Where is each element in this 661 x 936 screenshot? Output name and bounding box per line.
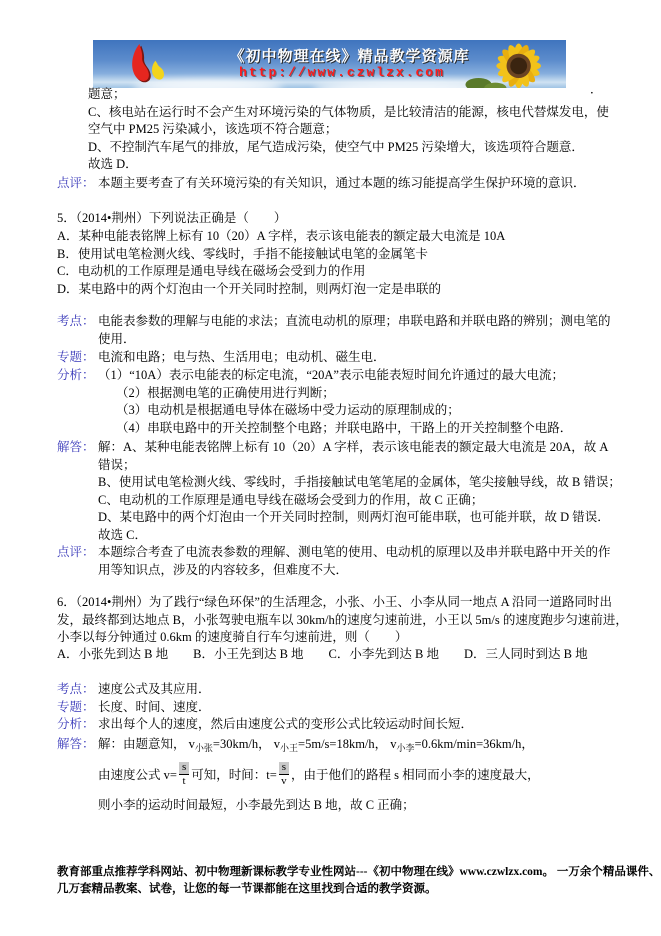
q6-jieda-line2 — [98, 758, 647, 791]
review-label: 点评： — [57, 176, 95, 190]
q4-review-section — [57, 175, 647, 193]
velocity-value: =30km/h， — [212, 737, 271, 751]
q6-stem-line: 6．（2014•荆州）为了践行“绿色环保”的生活理念，小张、小王、小李从同一地点 A 沿同一道路同时出 — [57, 595, 613, 609]
q6-zhuanti-section — [57, 699, 647, 717]
q4-line: D、不控制汽车尾气的排放，尾气造成污染，使空气中 PM25 污染增大，该选项符合题意． — [88, 139, 584, 154]
velocity-value: =5m/s=18km/h， — [298, 737, 388, 751]
zhuanti-label: 专题： — [57, 700, 95, 714]
jieda-label: 解答： — [57, 737, 95, 751]
q5-jieda-line: D、某电路中的两个灯泡由一个开关同时控制，则两灯泡可能串联，也可能并联，故 D 错误． — [98, 510, 610, 524]
q5-jieda-line: B、使用试电笔检测火线、零线时，手指接触试电笔笔尾的金属体，笔尖接触导线，故 B 错误； — [98, 475, 621, 489]
q5-dianping-line: 本题综合考查了电流表参数的理解、测电笔的使用、电动机的原理以及串并联电路中开关的作 — [98, 545, 611, 559]
velocity-symbol: v — [273, 737, 281, 751]
q4-line: 题意； — [88, 87, 126, 101]
fraction-s-over-t — [179, 762, 189, 787]
velocity-subscript: 小王 — [280, 743, 299, 753]
q5-kaodian-section — [57, 313, 647, 348]
jieda-text: 可知，时间：t= — [191, 768, 277, 782]
q6-jieda-line1 — [98, 736, 647, 758]
site-banner — [93, 40, 566, 88]
q5-zhuanti-section — [57, 349, 647, 367]
q5-option-a: A．某种电能表铭牌上标有 10（20）A 字样，表示该电能表的额定最大电流是 10A — [57, 229, 506, 243]
q4-line: 空气中 PM25 污染减小，该选项不符合题意； — [88, 122, 338, 136]
q6-jieda-line3: 则小李的运动时间最短，小李最先到达 B 地，故 C 正确； — [98, 797, 415, 812]
q6-options-line: A．小张先到达 B 地 B．小王先到达 B 地 C．小李先到达 B 地 D．三人同时到达 B 地 — [57, 647, 588, 661]
site-logo-flame-icon — [121, 41, 171, 88]
banner-title: 《初中物理在线》精品教学资源库 — [229, 49, 470, 65]
kaodian-label: 考点： — [57, 682, 95, 696]
zhuanti-label: 专题： — [57, 350, 95, 364]
stray-period-mark: ． — [590, 82, 603, 96]
q5-dianping-line: 用等知识点，涉及的内容较多，但难度不大． — [98, 562, 349, 577]
q5-fenxi-section — [57, 367, 647, 437]
fraction-numerator: s — [179, 762, 189, 775]
fraction-denominator: t — [182, 774, 186, 787]
banner-url: http://www.czwlzx.com — [239, 65, 445, 80]
q5-option-b: B．使用试电笔检测火线、零线时，手指不能接触试电笔的金属笔卡 — [57, 246, 428, 261]
q5-dianping-section — [57, 544, 647, 579]
q5-fenxi-line: （3）电动机是根据通电导体在磁场中受力运动的原理制成的； — [116, 403, 460, 417]
fenxi-label: 分析： — [57, 717, 95, 731]
q5-zhuanti-text: 电流和电路；电与热、生活用电；电动机、磁生电． — [98, 350, 386, 364]
q5-stem: 5．（2014•荆州）下列说法正确是（ ） — [57, 211, 287, 225]
jieda-text: ，由于他们的路程 s 相同而小李的速度最大， — [291, 768, 540, 782]
kaodian-label: 考点： — [57, 314, 95, 328]
dianping-label: 点评： — [57, 545, 95, 559]
q6-zhuanti-text: 长度、时间、速度． — [98, 700, 211, 714]
q5-jieda-line: C、电动机的工作原理是通电导线在磁场会受到力的作用，故 C 正确； — [98, 492, 484, 507]
jieda-text: 由速度公式 v= — [98, 768, 177, 782]
q5-option-d: D．某电路中的两个灯泡由一个开关同时控制，则两灯泡一定是串联的 — [57, 281, 442, 296]
jieda-label: 解答： — [57, 440, 95, 454]
q6-kaodian-text: 速度公式及其应用． — [98, 682, 211, 696]
q5-option-c: C．电动机的工作原理是通电导线在磁场会受到力的作用 — [57, 264, 366, 278]
q5-jieda-line: 错误； — [98, 457, 136, 472]
velocity-subscript: 小李 — [396, 743, 415, 753]
jieda-text: 解：由题意知， — [98, 737, 186, 751]
fraction-numerator: s — [279, 762, 289, 775]
velocity-subscript: 小张 — [194, 743, 213, 753]
q6-stem-line: 小李以每分钟通过 0.6km 的速度骑自行车匀速前进，则（ ） — [57, 630, 408, 644]
q6-stem — [57, 594, 628, 647]
q5-fenxi-line: （4）串联电路中的开关控制整个电路；并联电路中，干路上的开关控制整个电路． — [116, 420, 573, 435]
q4-line: C、核电站在运行时不会产生对环境污染的气体物质，是比较清洁的能源，核电代替煤发电，使 — [88, 104, 609, 119]
q5-fenxi-line: （1）“10A）表示电能表的标定电流，“20A”表示电能表短时间允许通过的最大电流； — [98, 368, 564, 382]
q5-options — [57, 228, 505, 298]
footer-line: 教育部重点推荐学科网站、初中物理新课标教学专业性网站---《初中物理在线》www.czwlzx.com。 一万余个精品课件、 — [57, 866, 661, 878]
q5-kaodian-line: 电能表参数的理解与电能的求法；直流电动机的原理；串联电路和并联电路的辨别；测电笔的 — [98, 314, 611, 328]
sunflower-image — [464, 40, 564, 88]
fraction-s-over-v — [279, 762, 289, 787]
q4-answer-fragment — [88, 86, 609, 174]
velocity-value: =0.6km/min=36km/h， — [414, 737, 534, 751]
q6-jieda-section — [57, 736, 647, 814]
q5-kaodian-line: 使用． — [98, 331, 136, 346]
footer-line: 几万套精品教案、试卷，让您的每一节课都能在这里找到合适的教学资源。 — [57, 883, 437, 895]
q5-jieda-section — [57, 439, 647, 544]
velocity-symbol: v — [390, 737, 397, 751]
site-footer — [57, 864, 661, 898]
q6-stem-line: 发，最终都到达地点 B，小张驾驶电瓶车以 30km/h的速度匀速前进，小王以 5m/s 的速度跑步匀速前进， — [57, 612, 628, 627]
q6-kaodian-section — [57, 681, 647, 699]
q5-jieda-line: 故选 C． — [98, 527, 147, 542]
q4-line: 故选 D． — [88, 157, 138, 171]
q5-fenxi-line: （2）根据测电笔的正确使用进行判断； — [116, 385, 335, 400]
fraction-denominator: v — [281, 774, 287, 787]
q6-fenxi-text: 求出每个人的速度，然后由速度公式的变形公式比较运动时间长短． — [98, 717, 474, 731]
fenxi-label: 分析： — [57, 368, 95, 382]
q4-review-text: 本题主要考查了有关环境污染的有关知识，通过本题的练习能提高学生保护环境的意识． — [98, 176, 586, 190]
q6-fenxi-section — [57, 716, 647, 734]
q5-jieda-line: 解：A、某种电能表铭牌上标有 10（20）A 字样，表示该电能表的额定最大电流是 20A，故 A — [98, 440, 609, 454]
velocity-symbol: v — [188, 737, 195, 751]
